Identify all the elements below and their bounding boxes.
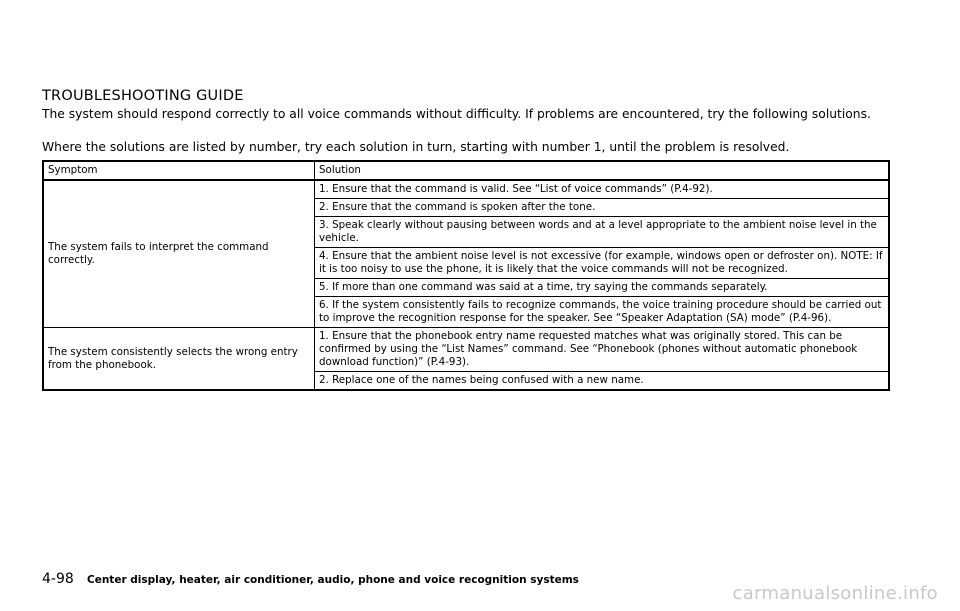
table-row <box>43 328 889 372</box>
table-row <box>43 180 889 199</box>
solution-cell: 6. If the system consistently fails to recognize commands, the voice training procedure should be carried out to improve the recognition response for the speaker. See “Speaker Adaptation (SA) mode” (P.4-96). <box>315 297 890 328</box>
table-header-row <box>43 161 889 180</box>
troubleshooting-table <box>42 160 890 391</box>
solution-cell: 1. Ensure that the phonebook entry name requested matches what was originally stored. This can be confirmed by using the “List Names” command. See “Phonebook (phones without automatic phonebook download function)” (P.4-93). <box>315 328 890 372</box>
solution-cell: 1. Ensure that the command is valid. See “List of voice commands” (P.4-92). <box>315 180 890 199</box>
solution-cell: 2. Ensure that the command is spoken after the tone. <box>315 199 890 217</box>
solution-cell: 5. If more than one command was said at a time, try saying the commands separately. <box>315 279 890 297</box>
solution-cell: 2. Replace one of the names being confused with a new name. <box>315 372 890 391</box>
solution-cell: 3. Speak clearly without pausing between words and at a level appropriate to the ambient noise level in the vehicle. <box>315 217 890 248</box>
symptom-cell: The system consistently selects the wrong entry from the phonebook. <box>43 328 315 391</box>
footer-section-title: Center display, heater, air conditioner, audio, phone and voice recognition systems <box>87 574 579 586</box>
intro-paragraph: The system should respond correctly to all voice commands without difficulty. If problems are encountered, try the following solutions. <box>42 107 871 121</box>
instruction-paragraph: Where the solutions are listed by number, try each solution in turn, starting with number 1, until the problem is resolved. <box>42 140 790 154</box>
page-number: 4-98 <box>42 571 74 587</box>
column-header-solution: Solution <box>315 161 890 180</box>
solution-cell: 4. Ensure that the ambient noise level is not excessive (for example, windows open or defroster on). NOTE: If it is too noisy to use the phone, it is likely that the voice commands will not be recognized. <box>315 248 890 279</box>
watermark: carmanualsonline.info <box>732 583 938 604</box>
section-heading: TROUBLESHOOTING GUIDE <box>42 88 244 104</box>
column-header-symptom: Symptom <box>43 161 315 180</box>
symptom-cell: The system fails to interpret the command correctly. <box>43 180 315 328</box>
